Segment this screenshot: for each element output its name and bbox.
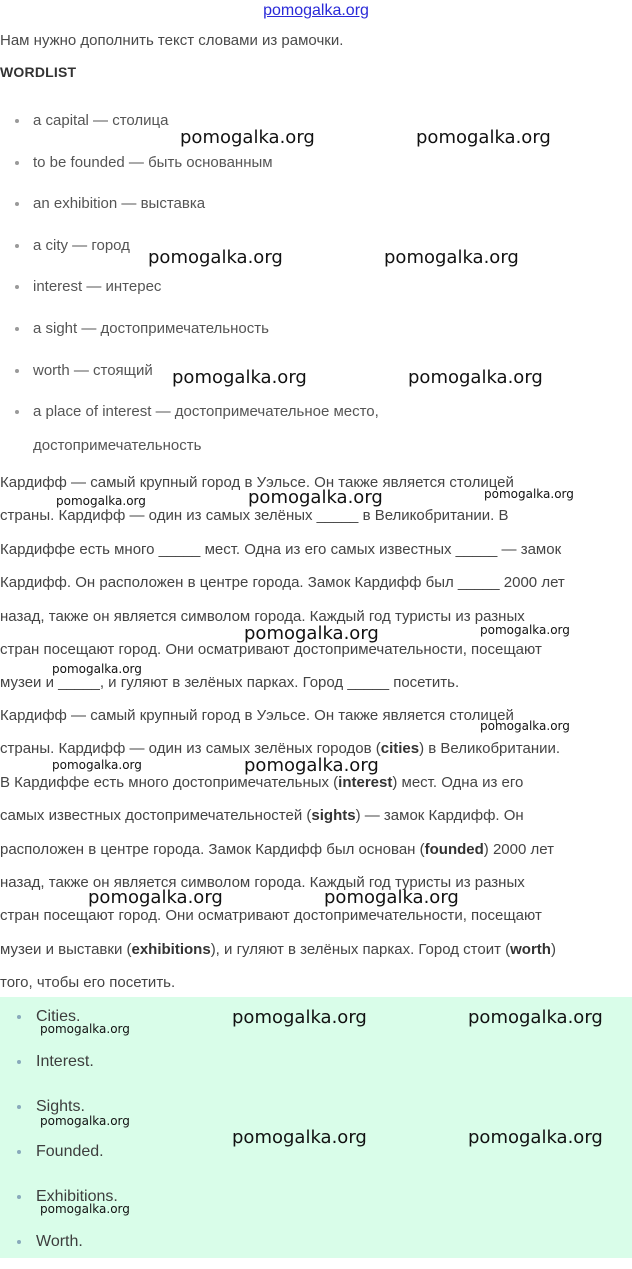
answer-item: Sights.	[0, 1089, 632, 1134]
bullet-icon	[15, 119, 19, 123]
watermark: pomogalka.org	[148, 247, 283, 268]
watermark: pomogalka.org	[56, 494, 146, 508]
bullet-icon	[15, 285, 19, 289]
answer-item: Founded.	[0, 1134, 632, 1179]
bullet-icon	[15, 161, 19, 165]
watermark: pomogalka.org	[88, 887, 223, 908]
bullet-icon	[17, 1150, 21, 1154]
bullet-icon	[17, 1015, 21, 1019]
watermark: pomogalka.org	[468, 1127, 603, 1148]
answer-item: Worth.	[0, 1224, 632, 1269]
watermark: pomogalka.org	[480, 623, 570, 637]
watermark: pomogalka.org	[408, 367, 543, 388]
text-line: Кардифф. Он расположен в центре города. Замок Кардифф был _____ 2000 лет	[0, 574, 565, 592]
text-line: стран посещают город. Они осматривают достопримечательности, посещают	[0, 907, 542, 925]
bullet-icon	[15, 244, 19, 248]
watermark: pomogalka.org	[232, 1127, 367, 1148]
bullet-icon	[17, 1240, 21, 1244]
answer-item: Cities.	[0, 999, 632, 1044]
watermark: pomogalka.org	[248, 487, 383, 508]
list-item: a place of interest — достопримечательное место, достопримечательность	[0, 395, 632, 463]
wordlist	[0, 104, 632, 463]
text-line: того, чтобы его посетить.	[0, 974, 176, 992]
answer-item: Interest.	[0, 1044, 632, 1089]
watermark: pomogalka.org	[40, 1022, 130, 1036]
list-item: a capital — столица	[0, 104, 632, 146]
answer-word: worth	[510, 940, 551, 958]
bullet-icon	[17, 1195, 21, 1199]
bullet-icon	[15, 327, 19, 331]
answer-word: exhibitions	[131, 940, 211, 958]
watermark: pomogalka.org	[468, 1007, 603, 1028]
watermark: pomogalka.org	[40, 1114, 130, 1128]
answer-word: sights	[311, 807, 356, 825]
watermark: pomogalka.org	[244, 755, 379, 776]
text-line: стран посещают город. Они осматривают достопримечательности, посещают	[0, 641, 542, 659]
bullet-icon	[17, 1060, 21, 1064]
watermark: pomogalka.org	[40, 1202, 130, 1216]
wordlist-title: WORDLIST	[0, 64, 77, 80]
answer-item: Exhibitions.	[0, 1179, 632, 1224]
text-line: самых известных достопримечательностей (sights) — замок Кардифф. Он	[0, 807, 524, 825]
watermark: pomogalka.org	[384, 247, 519, 268]
text-line: Кардифф — самый крупный город в Уэльсе. Он также является столицей	[0, 707, 514, 724]
text-line: музеи и выставки (exhibitions), и гуляют в зелёных парках. Город стоит (worth)	[0, 940, 556, 958]
text-line: страны. Кардифф — один из самых зелёных городов (cities) в Великобритании.	[0, 740, 561, 758]
list-item-continuation: достопримечательность	[33, 437, 202, 455]
bullet-icon	[15, 202, 19, 206]
watermark: pomogalka.org	[480, 719, 570, 733]
watermark: pomogalka.org	[324, 887, 459, 908]
text-line: Кардиффе есть много _____ мест. Одна из его самых известных _____ — замок	[0, 540, 562, 558]
watermark: pomogalka.org	[416, 127, 551, 148]
answer-word: cities	[380, 740, 420, 758]
intro-text: Нам нужно дополнить текст словами из рамочки.	[0, 32, 344, 49]
list-item: interest — интерес	[0, 270, 632, 312]
text-line: музеи и _____, и гуляют в зелёных парках. Город _____ посетить.	[0, 674, 460, 692]
answer-paragraph	[0, 699, 632, 1000]
bullet-icon	[15, 410, 19, 414]
list-item: to be founded — быть основанным	[0, 146, 632, 188]
bullet-icon	[17, 1105, 21, 1109]
text-line: страны. Кардифф — один из самых зелёных _____ в Великобритании. В	[0, 507, 509, 525]
text-line: назад, также он является символом города. Каждый год туристы из разных	[0, 874, 525, 892]
list-item: a sight — достопримечательность	[0, 312, 632, 354]
list-item: worth — стоящий	[0, 354, 632, 396]
list-item: a city — город	[0, 229, 632, 271]
watermark: pomogalka.org	[180, 127, 315, 148]
list-item: an exhibition — выставка	[0, 187, 632, 229]
watermark: pomogalka.org	[484, 487, 574, 501]
watermark: pomogalka.org	[52, 662, 142, 676]
watermark: pomogalka.org	[172, 367, 307, 388]
watermark: pomogalka.org	[52, 758, 142, 772]
answer-word: interest	[338, 773, 393, 791]
watermark: pomogalka.org	[244, 623, 379, 644]
text-line: расположен в центре города. Замок Кардифф был основан (founded) 2000 лет	[0, 840, 554, 858]
site-link[interactable]: pomogalka.org	[263, 2, 369, 19]
site-header	[0, 0, 632, 26]
text-line: В Кардиффе есть много достопримечательных (interest) мест. Одна из его	[0, 773, 524, 791]
bullet-icon	[15, 369, 19, 373]
text-line: Кардифф — самый крупный город в Уэльсе. Он также является столицей	[0, 474, 514, 491]
watermark: pomogalka.org	[232, 1007, 367, 1028]
text-line: назад, также он является символом города. Каждый год туристы из разных	[0, 607, 525, 625]
answer-word: founded	[424, 840, 484, 858]
